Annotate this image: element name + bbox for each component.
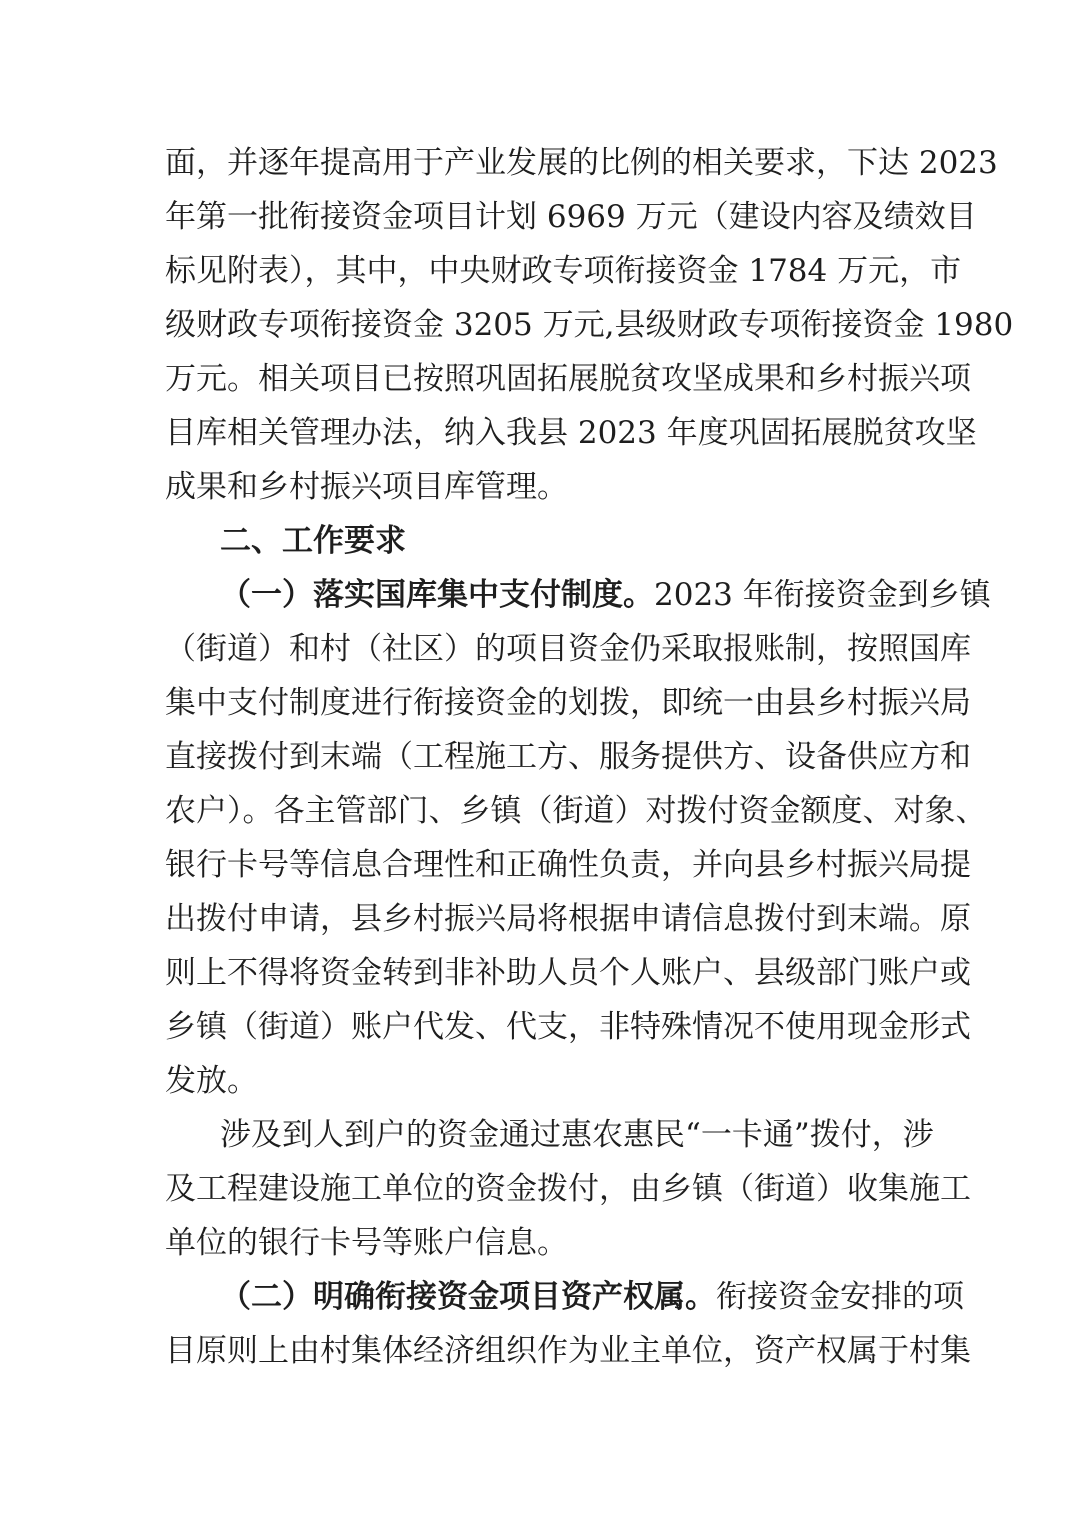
body-text-line: 目原则上由村集体经济组织作为业主单位，资产权属于村集 xyxy=(165,1333,971,1369)
body-text-line: 面，并逐年提高用于产业发展的比例的相关要求，下达 2023 xyxy=(165,145,998,181)
body-text-line: 涉及到人到户的资金通过惠农惠民“一卡通”拨付，涉 xyxy=(220,1117,934,1153)
body-text-line: 万元。相关项目已按照巩固拓展脱贫攻坚成果和乡村振兴项 xyxy=(165,361,971,397)
body-text-line: 及工程建设施工单位的资金拨付，由乡镇（街道）收集施工 xyxy=(165,1171,971,1207)
body-text-line: 目库相关管理办法，纳入我县 2023 年度巩固拓展脱贫攻坚 xyxy=(165,415,977,451)
body-text-line: 乡镇（街道）账户代发、代支，非特殊情况不使用现金形式 xyxy=(165,1009,971,1045)
body-text-line: 集中支付制度进行衔接资金的划拨，即统一由县乡村振兴局 xyxy=(165,685,971,721)
item-2-title: （二）明确衔接资金项目资产权属。 xyxy=(220,1279,716,1315)
body-text-line: 发放。 xyxy=(165,1063,258,1099)
item-1-first-line xyxy=(220,573,991,629)
section-heading: 二、工作要求 xyxy=(220,523,406,559)
body-text-line: 级财政专项衔接资金 3205 万元,县级财政专项衔接资金 1980 xyxy=(165,307,1014,343)
body-text-line: 单位的银行卡号等账户信息。 xyxy=(165,1225,568,1261)
body-text-line: 年第一批衔接资金项目计划 6969 万元（建设内容及绩效目 xyxy=(165,199,977,235)
item-1-first-line-rest: 2023 年衔接资金到乡镇 xyxy=(654,577,991,613)
body-text-line: 成果和乡村振兴项目库管理。 xyxy=(165,469,568,505)
body-text-line: 直接拨付到末端（工程施工方、服务提供方、设备供应方和 xyxy=(165,739,971,775)
body-text-line: （街道）和村（社区）的项目资金仍采取报账制，按照国库 xyxy=(165,631,971,667)
item-2-first-line xyxy=(220,1275,964,1331)
body-text-line: 则上不得将资金转到非补助人员个人账户、县级部门账户或 xyxy=(165,955,971,991)
body-text-line: 农户）。各主管部门、乡镇（街道）对拨付资金额度、对象、 xyxy=(165,793,987,829)
body-text-line: 银行卡号等信息合理性和正确性负责，并向县乡村振兴局提 xyxy=(165,847,971,883)
body-text-line: 出拨付申请，县乡村振兴局将根据申请信息拨付到末端。原 xyxy=(165,901,971,937)
item-1-title: （一）落实国库集中支付制度。 xyxy=(220,577,654,613)
item-2-first-line-rest: 衔接资金安排的项 xyxy=(716,1279,964,1315)
body-text-line: 标见附表），其中，中央财政专项衔接资金 1784 万元，市 xyxy=(165,253,962,289)
